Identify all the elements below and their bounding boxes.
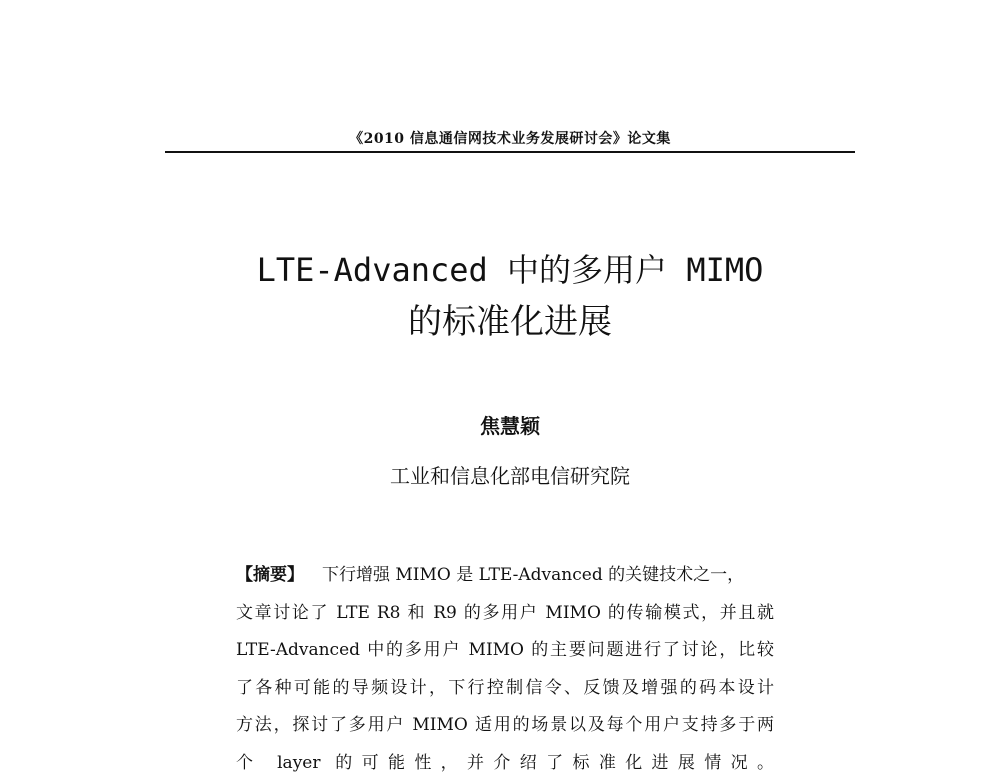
title-line-2: 的标准化进展 — [120, 296, 900, 348]
paper-title — [120, 244, 900, 348]
abstract-line: 个 layer 的可能性，并介绍了标准化进展情况。 — [236, 745, 774, 782]
title-line-1: LTE-Advanced 中的多用户 MIMO — [120, 244, 900, 296]
abstract-label: 【摘要】 — [236, 565, 304, 585]
abstract-line: 方法，探讨了多用户 MIMO 适用的场景以及每个用户支持多于两 — [236, 707, 774, 745]
abstract-line — [236, 557, 774, 595]
abstract — [236, 557, 774, 782]
author-name: 焦慧颖 — [300, 410, 720, 439]
running-header: 《2010 信息通信网技术业务发展研讨会》论文集 — [165, 128, 855, 148]
abstract-line-1-text: 下行增强 MIMO 是 LTE-Advanced 的关键技术之一， — [322, 565, 744, 585]
abstract-line: 文章讨论了 LTE R8 和 R9 的多用户 MIMO 的传输模式，并且就 — [236, 595, 774, 633]
author-affiliation: 工业和信息化部电信研究院 — [300, 460, 720, 489]
abstract-line: LTE-Advanced 中的多用户 MIMO 的主要问题进行了讨论，比较 — [236, 632, 774, 670]
header-rule — [165, 151, 855, 153]
abstract-line: 了各种可能的导频设计，下行控制信令、反馈及增强的码本设计 — [236, 670, 774, 708]
